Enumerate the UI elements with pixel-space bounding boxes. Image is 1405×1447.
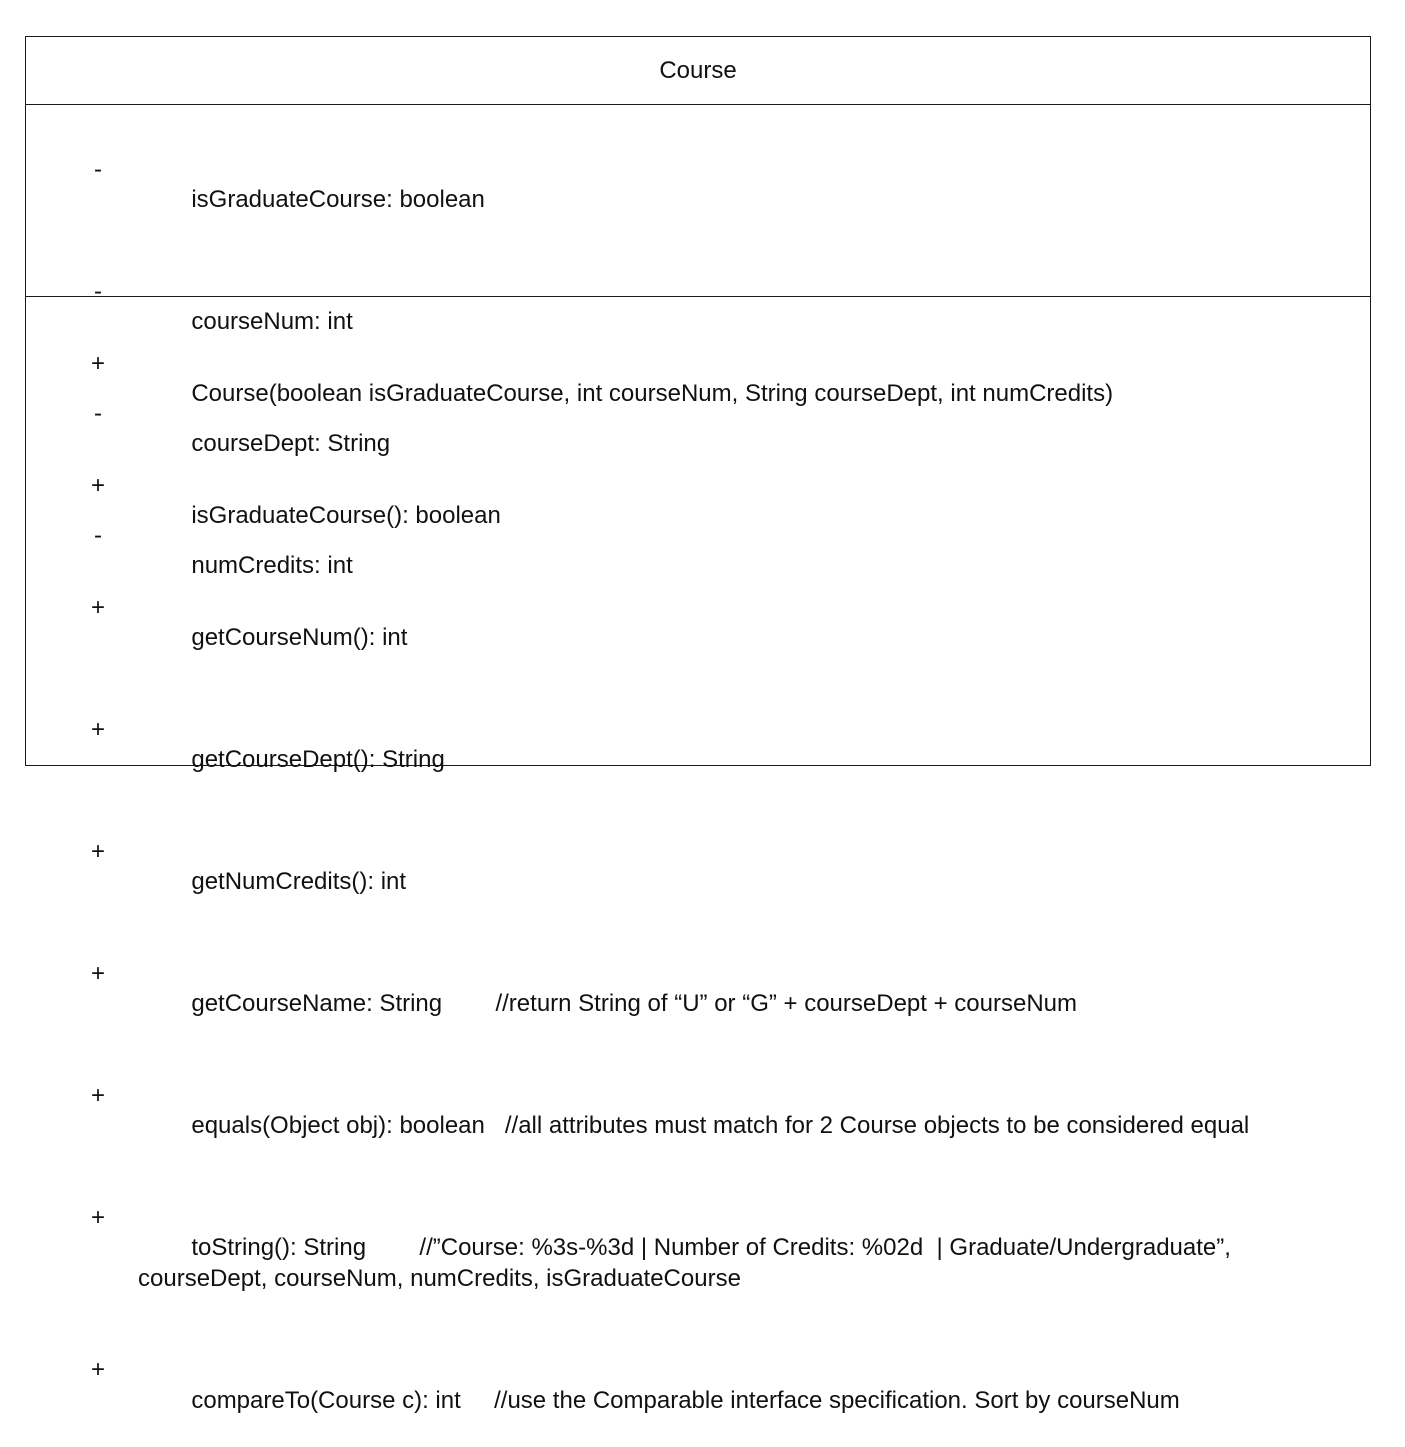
attribute-text: isGraduateCourse: boolean xyxy=(191,186,485,213)
method-item xyxy=(26,806,1370,928)
uml-class-box xyxy=(25,36,1371,1414)
method-item xyxy=(26,928,1370,1050)
visibility-marker: + xyxy=(90,715,105,743)
method-text: getNumCredits(): int xyxy=(191,868,407,895)
attribute-text: courseDept: String xyxy=(191,430,391,457)
visibility-marker: + xyxy=(90,1203,105,1231)
visibility-marker: - xyxy=(94,521,102,549)
method-text: getCourseDept(): String xyxy=(191,746,445,773)
attribute-text: courseNum: int xyxy=(191,308,353,335)
visibility-marker: + xyxy=(90,837,105,865)
visibility-marker: + xyxy=(90,593,105,621)
method-item xyxy=(26,1172,1370,1325)
attribute-item xyxy=(26,124,1370,246)
method-item xyxy=(26,684,1370,806)
method-text: equals(Object obj): boolean //all attributes must match for 2 Course objects to be considered equal xyxy=(191,1112,1250,1139)
visibility-marker: + xyxy=(90,1081,105,1109)
method-list xyxy=(26,318,1370,1447)
visibility-marker: - xyxy=(94,277,102,305)
method-text: Course(boolean isGraduateCourse, int courseNum, String courseDept, int numCredits) xyxy=(191,380,1114,407)
method-text: isGraduateCourse(): boolean xyxy=(191,502,501,529)
visibility-marker: + xyxy=(90,349,105,377)
method-item xyxy=(26,562,1370,684)
attribute-text: numCredits: int xyxy=(191,552,353,579)
method-text: getCourseName: String //return String of “U” or “G” + courseDept + courseNum xyxy=(191,990,1077,1017)
visibility-marker: + xyxy=(90,471,105,499)
method-item xyxy=(26,440,1370,562)
class-name-compartment xyxy=(26,37,1370,105)
method-item xyxy=(26,1325,1370,1447)
method-text: getCourseNum(): int xyxy=(191,624,408,651)
visibility-marker: + xyxy=(90,1356,105,1383)
method-item xyxy=(26,1050,1370,1172)
visibility-marker: + xyxy=(90,959,105,987)
method-item xyxy=(26,318,1370,440)
method-text: toString(): String //”Course: %3s-%3d | Number of Credits: %02d | Graduate/Undergraduate”, courseDept, courseNum, numCredits, isGraduateCourse xyxy=(138,1234,1238,1292)
visibility-marker: - xyxy=(94,399,102,427)
visibility-marker: - xyxy=(94,155,102,183)
method-text: compareTo(Course c): int //use the Comparable interface specification. Sort by courseNum xyxy=(191,1386,1180,1414)
methods-compartment xyxy=(26,297,1370,1414)
class-name: Course xyxy=(659,56,737,84)
